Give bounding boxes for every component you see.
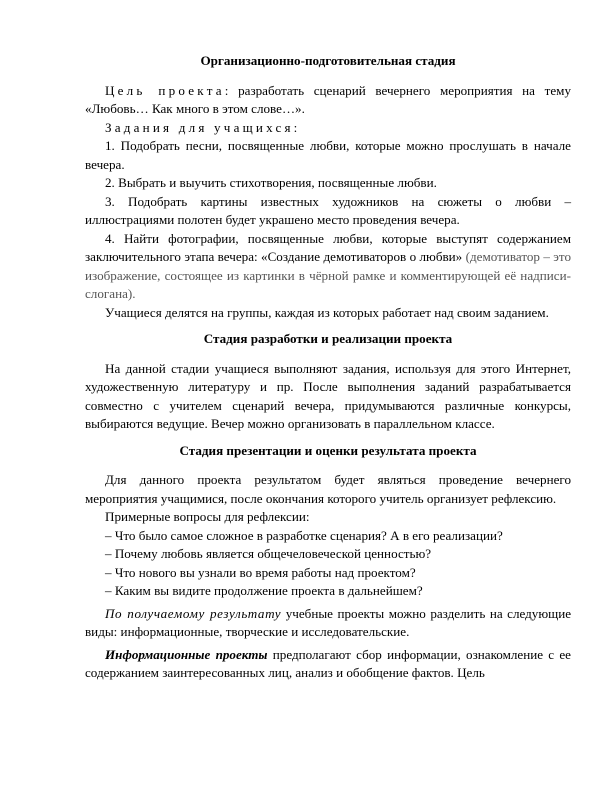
- stage2-text: На данной стадии учащиеся выполняют задания, используя для этого Интернет, художественную литературу и пр. После выполнения заданий разрабатывается совместно с учителем сценарий вечера, придумываются различные конкурсы, выбираются ведущие. Вечер можно организовать в параллельном классе.: [85, 360, 571, 431]
- document-page: [85, 52, 571, 683]
- task-item: 2. Выбрать и выучить стихотворения, посвященные любви.: [105, 175, 437, 190]
- project-goal: [85, 82, 571, 119]
- stage2-heading: Стадия разработки и реализации проекта: [203, 331, 453, 346]
- task-item: 1. Подобрать песни, посвященные любви, которые можно прослушать в начале вечера.: [85, 138, 571, 172]
- goal-label: Цель проекта: [105, 82, 225, 98]
- info-projects-paragraph: [85, 646, 571, 683]
- reflection-question: – Каким вы видите продолжение проекта в дальнейшем?: [105, 583, 423, 598]
- stage3-text: Для данного проекта результатом будет являться проведение вечернего мероприятия учащимися, после окончания которого учитель организует рефлексию.: [85, 472, 571, 506]
- reflection-question: – Что нового вы узнали во время работы над проектом?: [105, 564, 416, 580]
- stage1-heading: Организационно-подготовительная стадия: [200, 53, 456, 68]
- task4-note: (демотиватор – это изображение, состоящее из картинки в чёрной рамке и комментирующей её надписи-слогана).: [85, 249, 571, 301]
- questions-intro: Примерные вопросы для рефлексии:: [105, 509, 310, 524]
- task-item: 3. Подобрать картины известных художников на сюжеты о любви – иллюстрациями полотен будет украшено место проведения вечера.: [85, 193, 571, 227]
- info-text: предполагают сбор информации, ознакомление с ее содержанием заинтересованных лиц, анализ и обобщение фактов. Цель: [85, 646, 571, 680]
- task4-main: 4. Найти фотографии, посвященные любви, которые выступят содержанием заключительного этапа вечера: «Создание демотиваторов о любви»: [85, 230, 571, 264]
- tasks-label: Задания для учащихся:: [105, 119, 301, 135]
- result-italic: По получаемому результату: [105, 605, 282, 621]
- reflection-question: – Что было самое сложное в разработке сценария? А в его реализации?: [105, 527, 503, 543]
- task-item-4: [85, 230, 571, 304]
- groups-text: Учащиеся делятся на группы, каждая из которых работает над своим заданием.: [105, 304, 549, 320]
- result-text: учебные проекты можно разделить на следующие виды: информационные, творческие и исследовательские.: [85, 605, 572, 639]
- result-paragraph: [85, 605, 571, 642]
- goal-text: : разработать сценарий вечернего мероприятия на тему «Любовь… Как много в этом слове…».: [85, 82, 572, 116]
- info-bold: Информационные проекты: [105, 646, 268, 662]
- stage3-heading: Стадия презентации и оценки результата проекта: [179, 442, 477, 458]
- reflection-question: – Почему любовь является общечеловеческой ценностью?: [105, 546, 432, 561]
